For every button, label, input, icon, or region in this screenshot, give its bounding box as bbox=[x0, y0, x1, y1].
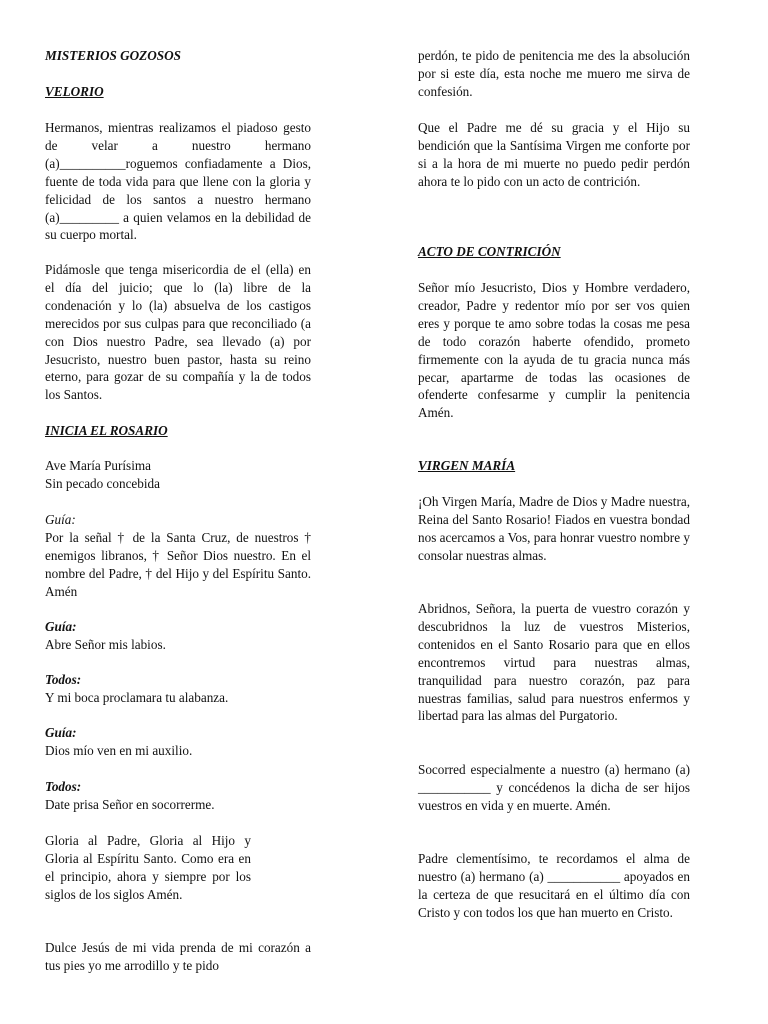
guia-label-1: Guía: bbox=[45, 512, 76, 527]
ave-line-1: Ave María Purísima bbox=[45, 458, 151, 473]
velorio-heading: VELORIO bbox=[45, 84, 104, 99]
rosario-heading: INICIA EL ROSARIO bbox=[45, 423, 168, 438]
contricion-paragraph: Señor mío Jesucristo, Dios y Hombre verdadero, creador, Padre y redentor mío por ser vos quien eres y porque te amo sobre todas la cosas me pesa de todo corazón haberte ofendido, prometo firmemente con la ayuda de tu gracia nunca más pecar, apartarme de todas las ocasiones de ofenderte confesarme y cumplir la penitencia Amén. bbox=[418, 280, 690, 421]
ave-maria-block bbox=[45, 457, 311, 493]
guia-text-1: Por la señal † de la Santa Cruz, de nuestros † enemigos libranos, † Señor Dios nuestro. En el nombre del Padre, † del Hijo y del Espíritu Santo. Amén bbox=[45, 530, 311, 599]
continuation-paragraph: perdón, te pido de penitencia me des la absolución por si este día, esta noche me muero me sirva de confesión. bbox=[418, 48, 690, 99]
todos-label-2: Todos: bbox=[45, 779, 82, 794]
guia-label-2: Guía: bbox=[45, 619, 77, 634]
guia-label-3: Guía: bbox=[45, 725, 77, 740]
guia-text-3: Dios mío ven en mi auxilio. bbox=[45, 743, 193, 758]
virgen-maria-heading: VIRGEN MARÍA bbox=[418, 458, 516, 473]
velorio-paragraph-1: Hermanos, mientras realizamos el piadoso gesto de velar a nuestro hermano (a)__________roguemos confiadamente a Dios, fuente de toda vida para que llene con la gloria y felicidad de los santos a nuestro hermano (a)_________ a quien velamos en la debilidad de su cuerpo mortal. bbox=[45, 120, 311, 243]
document-title: MISTERIOS GOZOSOS bbox=[45, 48, 181, 63]
gracia-paragraph: Que el Padre me dé su gracia y el Hijo su bendición que la Santísima Virgen me conforte por si a la hora de mi muerte no puedo pedir perdón ahora te lo pido con un acto de contrición. bbox=[418, 120, 690, 189]
guia-text-2: Abre Señor mis labios. bbox=[45, 637, 166, 652]
virgen-paragraph-4: Padre clementísimo, te recordamos el alma de nuestro (a) hermano (a) ___________ apoyados en la certeza de que resucitará en el último día con Cristo y con todos los que han muerto en Cristo. bbox=[418, 851, 690, 920]
ave-line-2: Sin pecado concebida bbox=[45, 475, 160, 491]
gloria-paragraph: Gloria al Padre, Gloria al Hijo y Gloria al Espíritu Santo. Como era en el principio, ahora y siempre por los siglos de los siglos Amén. bbox=[45, 833, 251, 902]
todos-text-2: Date prisa Señor en socorrerme. bbox=[45, 797, 215, 812]
dulce-jesus-paragraph: Dulce Jesús de mi vida prenda de mi corazón a tus pies yo me arrodillo y te pido bbox=[45, 940, 311, 973]
virgen-paragraph-2: Abridnos, Señora, la puerta de vuestro corazón y descubridnos la luz de vuestros Misterios, contenidos en el Santo Rosario para que en ellos encontremos virtud para nuestras almas, tranquilidad para nuestro corazón, paz para nuestras familias, salud para nuestros enfermos y libertad para las almas del Purgatorio. bbox=[418, 601, 690, 724]
virgen-paragraph-3: Socorred especialmente a nuestro (a) hermano (a) ___________ y concédenos la dicha de ser hijos vuestros en vida y en muerte. Amén. bbox=[418, 762, 690, 813]
todos-text-1: Y mi boca proclamara tu alabanza. bbox=[45, 690, 229, 705]
todos-label-1: Todos: bbox=[45, 672, 82, 687]
velorio-paragraph-2: Pidámosle que tenga misericordia de el (ella) en el día del juicio; que lo (la) libre de la condenación y lo (la) absuelva de los castigos merecidos por sus culpas para que reconciliado (a con Dios nuestro Padre, sea llevado (a) por Jesucristo, nuestro buen pastor, hasta su reino eterno, para gozar de su compañía y la de todos los Santos. bbox=[45, 262, 311, 403]
contricion-heading: ACTO DE CONTRICIÓN bbox=[418, 244, 561, 259]
virgen-paragraph-1: ¡Oh Virgen María, Madre de Dios y Madre nuestra, Reina del Santo Rosario! Fiados en vuestra bondad nos acercamos a Vos, para honrar vuestro nombre y consolar nuestras almas. bbox=[418, 494, 690, 563]
